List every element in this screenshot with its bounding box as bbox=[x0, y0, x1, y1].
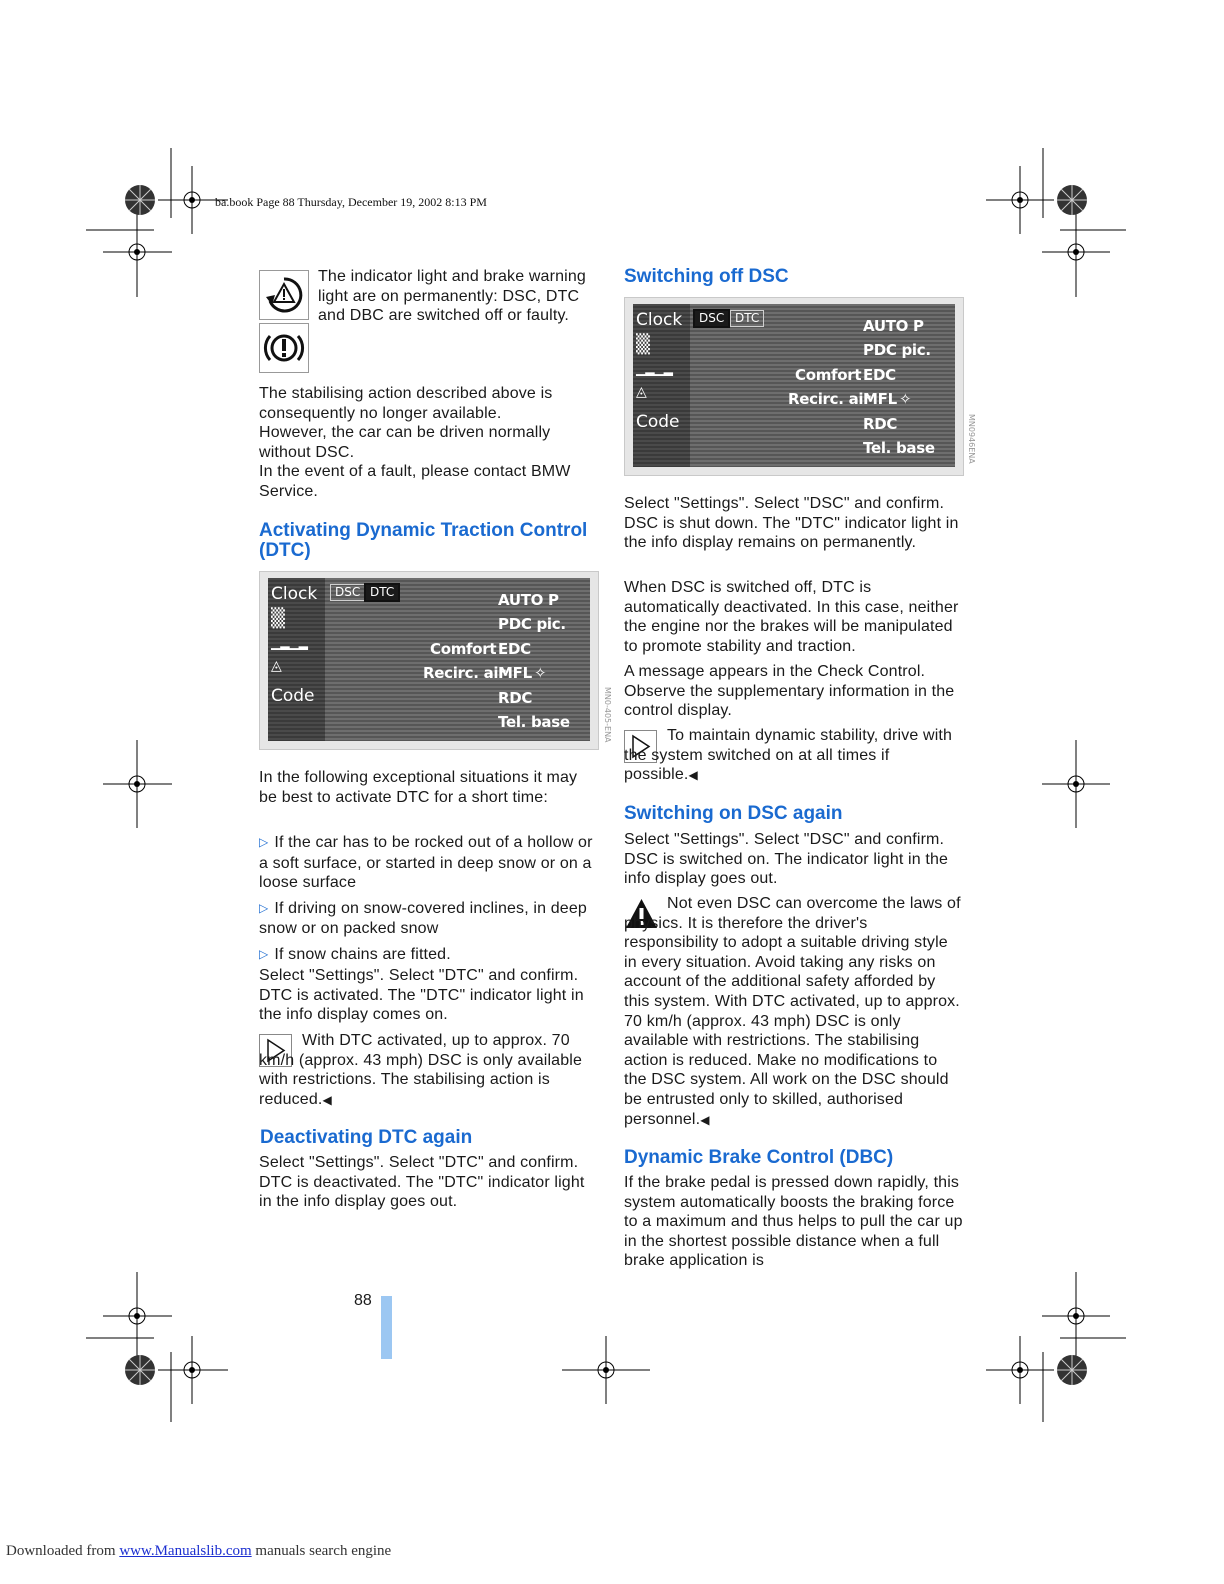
heading-switching-on-dsc: Switching on DSC again bbox=[624, 803, 843, 824]
off-paragraph-1: Select "Settings". Select "DSC" and confirm. DSC is shut down. The "DTC" indicator light in the info display remains on permanently. bbox=[624, 495, 959, 552]
note-dtc: With DTC activated, up to approx. 70 km/h (approx. 43 mph) DSC is only available with restrictions. The stabilising action is reduced.◀ bbox=[259, 1032, 583, 1108]
display-side-clock: Clock bbox=[271, 584, 318, 604]
note-dsc: To maintain dynamic stability, drive with the system switched on at all times if possible.◀ bbox=[624, 727, 953, 784]
display-side-bars: ▁▂▁▂ bbox=[271, 636, 308, 650]
deactivate-paragraph: Select "Settings". Select "DTC" and confirm. DTC is deactivated. The "DTC" indicator light in the info display goes out. bbox=[259, 1154, 585, 1211]
heading-switching-off-dsc: Switching off DSC bbox=[624, 266, 789, 287]
figure-code: MN0-405-ENA bbox=[603, 687, 612, 743]
warning-paragraph: The indicator light and brake warning light are on permanently: DSC, DTC and DBC are switched off or faulty. bbox=[318, 268, 586, 325]
display-tab-dtc: DTC bbox=[364, 583, 400, 602]
on-paragraph: Select "Settings". Select "DSC" and confirm. DSC is switched on. The indicator light in the info display goes out. bbox=[624, 831, 949, 888]
figure-code: MN0946ENA bbox=[967, 414, 976, 464]
display-screenshot-dsc bbox=[624, 297, 964, 476]
star-icon: ✧ bbox=[899, 390, 912, 408]
select-dtc-paragraph: Select "Settings". Select "DTC" and confirm. DTC is activated. The "DTC" indicator light in the info display comes on. bbox=[259, 967, 584, 1024]
car-icon: ◬ bbox=[636, 384, 647, 400]
text-line: consequently no longer available. bbox=[259, 404, 502, 422]
stabilising-paragraph bbox=[259, 384, 599, 502]
heading-deactivating-dtc: Deactivating DTC again bbox=[260, 1127, 473, 1148]
display-item: Recirc. air bbox=[423, 664, 506, 682]
dsc-warning-paragraph: Not even DSC can overcome the laws of physics. It is therefore the driver's responsibility to adopt a suitable driving style in every situation. Avoid taking any risks on account of the additional safety afforded by this system. With DTC activated, up to approx. 70 km/h (approx. 43 mph) DSC is only available with restrictions. The stabilising action is reduced. Make no modifications to the DSC system. All work on the DSC should be entrusted only to skilled, authorised personnel.◀ bbox=[624, 895, 961, 1128]
display-side-bars: ▁▂▁▂ bbox=[636, 362, 673, 376]
footer-suffix: manuals search engine bbox=[251, 1543, 392, 1559]
text-line: Service. bbox=[259, 482, 318, 500]
footer bbox=[6, 1543, 391, 1560]
display-item: AUTO P bbox=[863, 317, 924, 335]
dbc-paragraph: If the brake pedal is pressed down rapidly, this system automatically boosts the braking force to a maximum and thus helps to pull the car up in the shortest possible distance when a full brake application is bbox=[624, 1174, 963, 1270]
display-side-icon: ▒ bbox=[271, 608, 285, 629]
display-item: AUTO P bbox=[498, 591, 559, 609]
display-item: Tel. base bbox=[863, 439, 935, 457]
footer-prefix: Downloaded from bbox=[6, 1543, 120, 1559]
brake-warning-icon bbox=[259, 323, 309, 373]
end-mark-icon: ◀ bbox=[322, 1092, 332, 1107]
page-number: 88 bbox=[354, 1292, 372, 1309]
display-tab-dtc: DTC bbox=[730, 310, 764, 327]
display-item: Tel. base bbox=[498, 713, 570, 731]
display-side-clock: Clock bbox=[636, 310, 683, 330]
car-icon: ◬ bbox=[271, 658, 282, 674]
display-item: MFL bbox=[863, 390, 897, 408]
text-line: without DSC. bbox=[259, 443, 355, 461]
manualslib-link[interactable]: www.Manualslib.com bbox=[119, 1543, 252, 1559]
display-side-icon: ▒ bbox=[636, 334, 650, 355]
end-mark-icon: ◀ bbox=[688, 768, 698, 783]
display-screenshot-dtc bbox=[259, 571, 599, 750]
display-item: Comfort bbox=[430, 640, 497, 658]
text-line: The stabilising action described above is bbox=[259, 385, 553, 402]
list-item: ▷ If snow chains are fitted. bbox=[259, 945, 451, 963]
bullet-triangle-icon: ▷ bbox=[259, 900, 269, 915]
display-item: PDC pic. bbox=[498, 615, 566, 633]
display-tab-dsc: DSC bbox=[330, 584, 365, 601]
heading-dbc: Dynamic Brake Control (DBC) bbox=[624, 1147, 894, 1168]
display-item: RDC bbox=[498, 689, 533, 707]
dsc-warning-icon bbox=[259, 270, 309, 320]
star-icon: ✧ bbox=[534, 664, 547, 682]
off-paragraph-3: A message appears in the Check Control. Observe the supplementary information in the control display. bbox=[624, 663, 955, 720]
display-item: Comfort bbox=[795, 366, 862, 384]
exceptional-intro: In the following exceptional situations it may be best to activate DTC for a short time: bbox=[259, 769, 578, 806]
display-tab-dsc: DSC bbox=[693, 309, 730, 328]
text-line: However, the car can be driven normally bbox=[259, 424, 551, 442]
display-side-code: Code bbox=[271, 686, 315, 706]
display-item: RDC bbox=[863, 415, 898, 433]
bullet-triangle-icon: ▷ bbox=[259, 835, 269, 849]
display-item: Recirc. air bbox=[788, 390, 871, 408]
display-item: PDC pic. bbox=[863, 341, 931, 359]
bullet-list bbox=[259, 833, 599, 972]
bullet-triangle-icon: ▷ bbox=[259, 946, 269, 961]
print-header: ba.book Page 88 Thursday, December 19, 2002 8:13 PM bbox=[215, 195, 487, 209]
display-item: MFL bbox=[498, 664, 532, 682]
page-tab-bar bbox=[381, 1296, 392, 1359]
list-item: ▷ If the car has to be rocked out of a hollow or a soft surface, or started in deep snow or on a loose surface bbox=[259, 834, 593, 892]
display-side-code: Code bbox=[636, 412, 680, 432]
heading-activating-dtc: Activating Dynamic Traction Control (DTC) bbox=[259, 520, 588, 561]
text-line: In the event of a fault, please contact BMW bbox=[259, 463, 571, 481]
display-item: EDC bbox=[863, 366, 896, 384]
display-item: EDC bbox=[498, 640, 531, 658]
list-item: ▷ If driving on snow-covered inclines, in deep snow or on packed snow bbox=[259, 899, 587, 938]
end-mark-icon: ◀ bbox=[700, 1112, 710, 1127]
off-paragraph-2: When DSC is switched off, DTC is automatically deactivated. In this case, neither the engine nor the brakes will be manipulated to promote stability and traction. bbox=[624, 579, 959, 655]
